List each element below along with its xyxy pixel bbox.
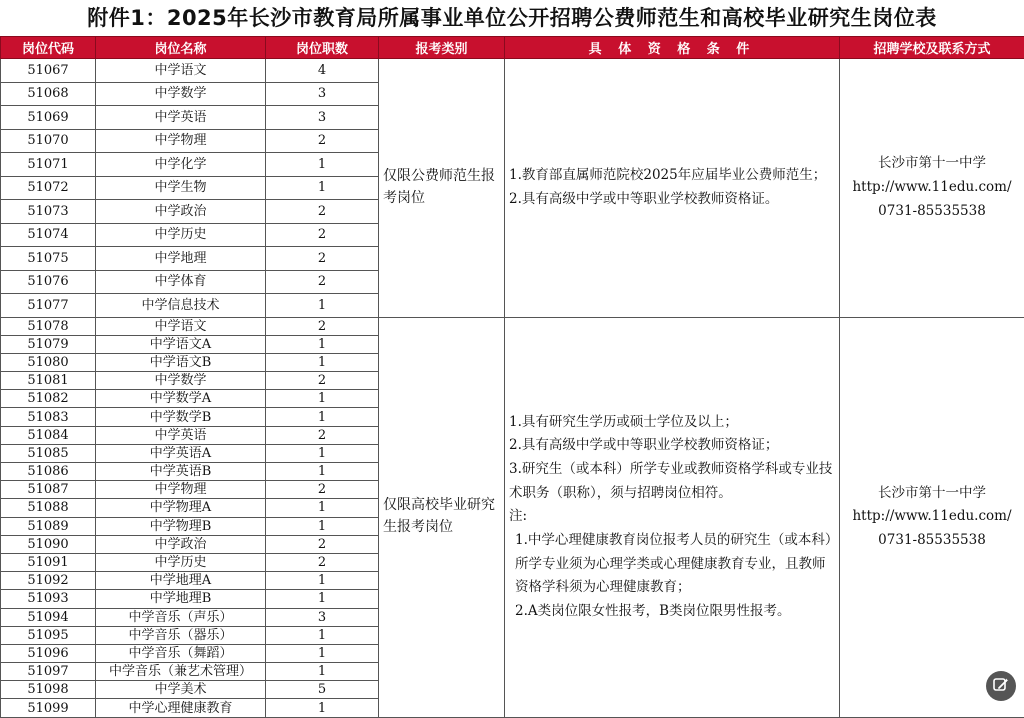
position-name: 中学语文B [96, 353, 266, 371]
school-phone: 0731-85535538 [844, 200, 1020, 224]
position-count: 2 [266, 535, 379, 553]
position-code: 51081 [1, 372, 96, 390]
position-name: 中学物理 [96, 129, 266, 153]
position-code: 51090 [1, 535, 96, 553]
position-name: 中学生物 [96, 176, 266, 200]
position-name: 中学信息技术 [96, 294, 266, 318]
table-row [1, 317, 1024, 335]
position-name: 中学心理健康教育 [96, 699, 266, 717]
position-code: 51068 [1, 82, 96, 106]
position-code: 51098 [1, 681, 96, 699]
position-code: 51075 [1, 247, 96, 271]
position-count: 1 [266, 463, 379, 481]
position-count: 1 [266, 699, 379, 717]
position-name: 中学语文 [96, 317, 266, 335]
position-code: 51079 [1, 335, 96, 353]
school-cell [840, 317, 1024, 717]
position-count: 1 [266, 390, 379, 408]
position-code: 51093 [1, 590, 96, 608]
header-category: 报考类别 [379, 37, 505, 59]
position-code: 51070 [1, 129, 96, 153]
position-count: 1 [266, 176, 379, 200]
position-name: 中学英语 [96, 426, 266, 444]
position-name: 中学数学 [96, 372, 266, 390]
position-count: 1 [266, 572, 379, 590]
position-name: 中学音乐（兼艺术管理） [96, 663, 266, 681]
position-name: 中学数学 [96, 82, 266, 106]
position-count: 2 [266, 553, 379, 571]
position-name: 中学美术 [96, 681, 266, 699]
position-count: 1 [266, 644, 379, 662]
school-name: 长沙市第十一中学 [844, 482, 1020, 506]
position-name: 中学英语B [96, 463, 266, 481]
position-count: 3 [266, 82, 379, 106]
position-name: 中学英语A [96, 444, 266, 462]
position-count: 2 [266, 270, 379, 294]
position-count: 2 [266, 247, 379, 271]
school-phone: 0731-85535538 [844, 529, 1020, 553]
position-count: 2 [266, 129, 379, 153]
position-name: 中学政治 [96, 535, 266, 553]
position-code: 51086 [1, 463, 96, 481]
header-count: 岗位职数 [266, 37, 379, 59]
position-count: 1 [266, 153, 379, 177]
position-count: 2 [266, 223, 379, 247]
position-count: 3 [266, 106, 379, 130]
position-count: 1 [266, 335, 379, 353]
position-code: 51087 [1, 481, 96, 499]
position-code: 51067 [1, 59, 96, 83]
position-name: 中学数学B [96, 408, 266, 426]
position-code: 51083 [1, 408, 96, 426]
header-row [1, 37, 1024, 59]
position-name: 中学数学A [96, 390, 266, 408]
position-count: 2 [266, 426, 379, 444]
requirements-cell [505, 59, 840, 318]
position-code: 51091 [1, 553, 96, 571]
position-count: 4 [266, 59, 379, 83]
school-name: 长沙市第十一中学 [844, 152, 1020, 176]
position-count: 2 [266, 317, 379, 335]
position-code: 51099 [1, 699, 96, 717]
position-name: 中学地理A [96, 572, 266, 590]
position-count: 2 [266, 200, 379, 224]
magic-edit-icon [992, 677, 1010, 695]
position-count: 2 [266, 481, 379, 499]
requirement-line: 1.教育部直属师范院校2025年应届毕业公费师范生； [509, 164, 833, 188]
position-name: 中学体育 [96, 270, 266, 294]
requirement-line: 2.A类岗位限女性报考，B类岗位限男性报考。 [509, 600, 833, 624]
requirements-cell [505, 317, 840, 717]
position-count: 1 [266, 353, 379, 371]
position-code: 51089 [1, 517, 96, 535]
requirement-line: 注: [509, 505, 833, 529]
position-count: 1 [266, 444, 379, 462]
position-code: 51072 [1, 176, 96, 200]
school-url[interactable]: http://www.11edu.com/ [844, 176, 1020, 200]
position-name: 中学物理B [96, 517, 266, 535]
requirement-line: 2.具有高级中学或中等职业学校教师资格证； [509, 434, 833, 458]
position-name: 中学化学 [96, 153, 266, 177]
school-cell [840, 59, 1024, 318]
position-code: 51097 [1, 663, 96, 681]
position-name: 中学英语 [96, 106, 266, 130]
position-code: 51084 [1, 426, 96, 444]
position-count: 1 [266, 626, 379, 644]
position-count: 3 [266, 608, 379, 626]
position-name: 中学音乐（声乐） [96, 608, 266, 626]
position-code: 51094 [1, 608, 96, 626]
position-code: 51077 [1, 294, 96, 318]
header-code: 岗位代码 [1, 37, 96, 59]
header-school: 招聘学校及联系方式 [840, 37, 1024, 59]
position-count: 2 [266, 372, 379, 390]
position-code: 51082 [1, 390, 96, 408]
requirement-line: 1.具有研究生学历或硕士学位及以上； [509, 411, 833, 435]
requirement-line: 3.研究生（或本科）所学专业或教师资格学科或专业技术职务（职称），须与招聘岗位相符。 [509, 458, 833, 505]
position-code: 51095 [1, 626, 96, 644]
position-code: 51069 [1, 106, 96, 130]
header-requirements: 具 体 资 格 条 件 [505, 37, 840, 59]
position-name: 中学政治 [96, 200, 266, 224]
position-name: 中学历史 [96, 223, 266, 247]
position-count: 1 [266, 408, 379, 426]
position-code: 51078 [1, 317, 96, 335]
category-cell: 仅限高校毕业研究生报考岗位 [379, 317, 505, 717]
category-cell: 仅限公费师范生报考岗位 [379, 59, 505, 318]
position-code: 51085 [1, 444, 96, 462]
position-name: 中学地理B [96, 590, 266, 608]
position-code: 51071 [1, 153, 96, 177]
position-name: 中学音乐（舞蹈） [96, 644, 266, 662]
position-name: 中学语文A [96, 335, 266, 353]
position-code: 51073 [1, 200, 96, 224]
edit-fab-button[interactable] [986, 671, 1016, 701]
position-code: 51076 [1, 270, 96, 294]
header-name: 岗位名称 [96, 37, 266, 59]
position-name: 中学语文 [96, 59, 266, 83]
position-code: 51088 [1, 499, 96, 517]
position-count: 1 [266, 499, 379, 517]
table-body [1, 59, 1024, 718]
position-count: 5 [266, 681, 379, 699]
position-name: 中学物理 [96, 481, 266, 499]
school-url[interactable]: http://www.11edu.com/ [844, 505, 1020, 529]
position-name: 中学地理 [96, 247, 266, 271]
position-code: 51074 [1, 223, 96, 247]
position-count: 1 [266, 663, 379, 681]
positions-table [0, 36, 1024, 718]
position-name: 中学物理A [96, 499, 266, 517]
requirement-line: 1.中学心理健康教育岗位报考人员的研究生（或本科）所学专业须为心理学类或心理健康教育专业，且教师资格学科须为心理健康教育； [509, 529, 833, 600]
position-code: 51096 [1, 644, 96, 662]
position-count: 1 [266, 517, 379, 535]
table-row [1, 59, 1024, 83]
position-code: 51092 [1, 572, 96, 590]
requirement-line: 2.具有高级中学或中等职业学校教师资格证。 [509, 188, 833, 212]
position-count: 1 [266, 294, 379, 318]
page-title: 附件1：2025年长沙市教育局所属事业单位公开招聘公费师范生和高校毕业研究生岗位表 [0, 0, 1024, 37]
position-name: 中学音乐（器乐） [96, 626, 266, 644]
position-count: 1 [266, 590, 379, 608]
position-code: 51080 [1, 353, 96, 371]
position-name: 中学历史 [96, 553, 266, 571]
